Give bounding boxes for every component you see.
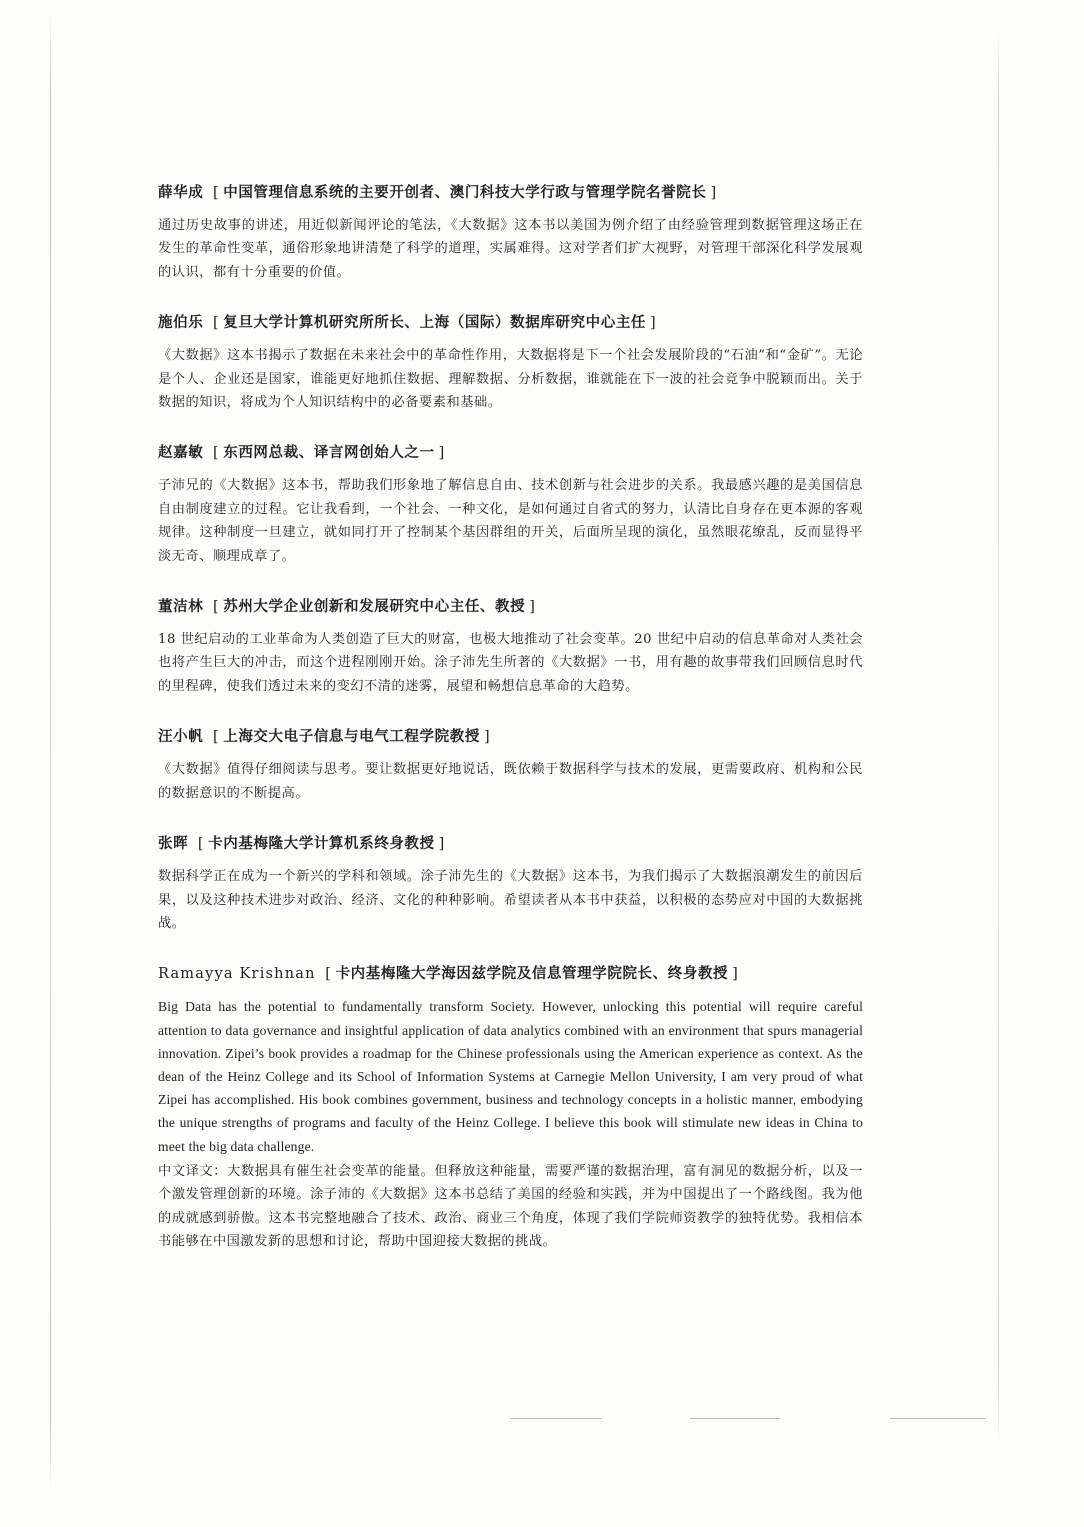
endorser-title: 苏州大学企业创新和发展研究中心主任、教授 bbox=[223, 598, 526, 616]
endorser-name: Ramayya Krishnan bbox=[158, 966, 316, 983]
endorser-name: 薛华成 bbox=[158, 184, 204, 201]
bracket-close: ] bbox=[438, 836, 445, 853]
bracket-open: [ bbox=[212, 315, 220, 332]
endorser-title: 中国管理信息系统的主要开创者、澳门科技大学行政与管理学院名誉院长 bbox=[223, 184, 707, 201]
bracket-open: [ bbox=[212, 185, 220, 201]
bracket-close: ] bbox=[529, 599, 536, 616]
endorser-name: 张晖 bbox=[158, 835, 189, 853]
footer-rule bbox=[890, 1418, 986, 1419]
footer-rule bbox=[510, 1418, 602, 1419]
endorser-title: 卡内基梅隆大学海因兹学院及信息管理学院院长、终身教授 bbox=[335, 965, 729, 983]
scan-right-edge bbox=[998, 30, 999, 1450]
endorser-heading bbox=[158, 442, 863, 464]
bracket-open: [ bbox=[212, 445, 220, 462]
endorsement-text: 数据科学正在成为一个新兴的学科和领域。涂子沛先生的《大数据》这本书，为我们揭示了大数据浪潮发生的前因后果，以及这种技术进步对政治、经济、文化的种种影响。希望读者从本书中获益，以积极的态势应对中国的大数据挑战。 bbox=[158, 869, 863, 931]
endorsement bbox=[158, 182, 863, 284]
endorsement-text: 18 世纪启动的工业革命为人类创造了巨大的财富，也极大地推动了社会变革。20 世纪中启动的信息革命对人类社会也将产生巨大的冲击，而这个进程刚刚开始。涂子沛先生所著的《大数据》一书，用有趣的故事带我们回顾信息时代的里程碑，使我们透过未来的变幻不清的迷雾，展望和畅想信息革命的大趋势。 bbox=[158, 632, 863, 694]
endorsement-text: 子沛兄的《大数据》这本书，帮助我们形象地了解信息自由、技术创新与社会进步的关系。我最感兴趣的是美国信息自由制度建立的过程。它让我看到，一个社会、一种文化，是如何通过自省式的努力，认清比自身存在更本源的客观规律。这种制度一旦建立，就如同打开了控制某个基因群组的开关，后面所呈现的演化，虽然眼花缭乱，反而显得平淡无奇、顺理成章了。 bbox=[158, 478, 863, 564]
endorser-title: 复旦大学计算机研究所所长、上海（国际）数据库研究中心主任 bbox=[223, 314, 647, 332]
endorsement-text: 《大数据》这本书揭示了数据在未来社会中的革命性作用，大数据将是下一个社会发展阶段的“石油”和“金矿”。无论是个人、企业还是国家，谁能更好地抓住数据、理解数据、分析数据，谁就能在下一波的社会竞争中脱颖而出。关于数据的知识，将成为个人知识结构中的必备要素和基础。 bbox=[158, 348, 863, 411]
bracket-close: ] bbox=[483, 729, 491, 746]
endorsement bbox=[158, 442, 863, 568]
endorser-title: 东西网总裁、译言网创始人之一 bbox=[223, 444, 435, 462]
scan-left-edge bbox=[50, 10, 51, 1490]
endorsement bbox=[158, 726, 863, 805]
endorsement-text-english: Big Data has the potential to fundamentally transform Society. However, unlocking this potential will require careful attention to data governance and insightful application of data analytics combined with an environment that spurs managerial innovation. Zipei’s book provides a roadmap for the Chinese professionals using the American experience as context. As the dean of the Heinz College and its School of Information Systems at Carnegie Mellon University, I am very proud of what Zipei has accomplished. His book combines government, business and technology concepts in a holistic manner, embodying the unique strengths of programs and faculty of the Heinz College. I believe this book will stimulate new ideas in China to meet the big data challenge. bbox=[158, 999, 863, 1154]
endorser-heading bbox=[158, 182, 863, 204]
endorser-heading bbox=[158, 596, 863, 618]
endorser-name: 赵嘉敏 bbox=[158, 444, 204, 462]
bracket-close: ] bbox=[710, 185, 717, 201]
endorsement-list bbox=[158, 182, 863, 1281]
endorser-name: 董洁林 bbox=[158, 598, 204, 616]
endorsement-translation: 中文译文：大数据具有催生社会变革的能量。但释放这种能量，需要严谨的数据治理，富有洞见的数据分析，以及一个激发管理创新的环境。涂子沛的《大数据》这本书总结了美国的经验和实践，并为中国提出了一个路线图。我为他的成就感到骄傲。这本书完整地融合了技术、政治、商业三个角度，体现了我们学院师资教学的独特优势。我相信本书能够在中国激发新的思想和讨论，帮助中国迎接大数据的挑战。 bbox=[158, 1163, 863, 1249]
bracket-close: ] bbox=[438, 445, 445, 462]
bracket-open: [ bbox=[212, 729, 220, 746]
footer-rule bbox=[690, 1418, 780, 1419]
bracket-open: [ bbox=[212, 599, 220, 616]
endorser-name: 汪小帆 bbox=[158, 728, 204, 746]
endorser-title: 卡内基梅隆大学计算机系终身教授 bbox=[208, 835, 435, 853]
endorser-heading bbox=[158, 312, 863, 334]
endorsement bbox=[158, 963, 863, 1253]
endorser-title: 上海交大电子信息与电气工程学院教授 bbox=[223, 728, 480, 746]
endorsement bbox=[158, 833, 863, 935]
endorser-heading bbox=[158, 963, 863, 985]
endorser-name: 施伯乐 bbox=[158, 314, 204, 332]
endorser-heading bbox=[158, 726, 863, 748]
endorsement bbox=[158, 596, 863, 698]
bracket-close: ] bbox=[650, 315, 657, 332]
bracket-open: [ bbox=[197, 836, 205, 853]
endorsement bbox=[158, 312, 863, 414]
bracket-open: [ bbox=[325, 966, 332, 983]
bracket-close: ] bbox=[732, 966, 739, 983]
endorser-heading bbox=[158, 833, 863, 855]
endorsement-text: 《大数据》值得仔细阅读与思考。要让数据更好地说话，既依赖于数据科学与技术的发展，更需要政府、机构和公民的数据意识的不断提高。 bbox=[158, 762, 863, 801]
endorsement-text: 通过历史故事的讲述，用近似新闻评论的笔法，《大数据》这本书以美国为例介绍了由经验管理到数据管理这场正在发生的革命性变革，通俗形象地讲清楚了科学的道理，实属难得。这对学者们扩大视野，对管理干部深化科学发展观的认识，都有十分重要的价值。 bbox=[158, 218, 863, 280]
